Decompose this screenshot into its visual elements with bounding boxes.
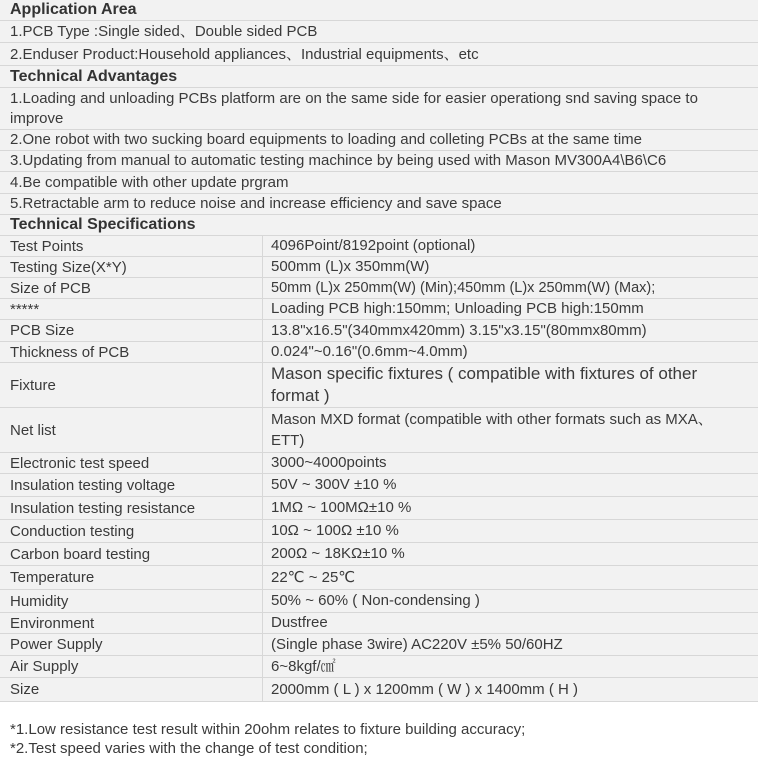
spec-row: Size of PCB 50mm (L)x 250mm(W) (Min);450mm (L)x 250mm(W) (Max); (0, 278, 758, 299)
list-item: 2.Enduser Product:Household appliances、Industrial equipments、etc (0, 43, 758, 66)
list-item: 1.PCB Type :Single sided、Double sided PCB (0, 21, 758, 43)
spec-row: Net list Mason MXD format (compatible with other formats such as MXA、ETT) (0, 408, 758, 453)
application-area-heading: Application Area (0, 0, 758, 21)
technical-advantages-heading: Technical Advantages (0, 66, 758, 88)
spec-row: Temperature 22℃ ~ 25℃ (0, 566, 758, 590)
spec-row: Electronic test speed 3000~4000points (0, 453, 758, 474)
list-item: 5.Retractable arm to reduce noise and increase efficiency and save space (0, 194, 758, 215)
spec-row: Testing Size(X*Y) 500mm (L)x 350mm(W) (0, 257, 758, 278)
spec-row: Air Supply 6~8kgf/㎠ (0, 656, 758, 678)
list-item: 3.Updating from manual to automatic testing machince by being used with Mason MV300A4\B6\C6 (0, 151, 758, 172)
list-item: 4.Be compatible with other update prgram (0, 172, 758, 194)
spec-row: Insulation testing voltage 50V ~ 300V ±10 % (0, 474, 758, 497)
spec-row: Humidity 50% ~ 60% ( Non-condensing ) (0, 590, 758, 613)
technical-specifications-heading: Technical Specifications (0, 215, 758, 236)
list-item: 1.Loading and unloading PCBs platform are on the same side for easier operationg snd saving space to improve (0, 88, 758, 130)
list-item: 2.One robot with two sucking board equipments to loading and colleting PCBs at the same time (0, 130, 758, 151)
footnote: *2.Test speed varies with the change of test condition; (10, 740, 368, 757)
footnote: *1.Low resistance test result within 20ohm relates to fixture building accuracy; (10, 721, 526, 738)
spec-row: Power Supply (Single phase 3wire) AC220V ±5% 50/60HZ (0, 634, 758, 656)
spec-row: Size 2000mm ( L ) x 1200mm ( W ) x 1400mm ( H ) (0, 678, 758, 702)
spec-row: Thickness of PCB 0.024"~0.16"(0.6mm~4.0mm) (0, 342, 758, 363)
spec-row: Test Points 4096Point/8192point (optional) (0, 236, 758, 257)
spec-row: Fixture Mason specific fixtures ( compatible with fixtures of other format ) (0, 363, 758, 408)
spec-row: Insulation testing resistance 1MΩ ~ 100MΩ±10 % (0, 497, 758, 520)
spec-row: Conduction testing 10Ω ~ 100Ω ±10 % (0, 520, 758, 543)
spec-row: PCB Size 13.8"x16.5"(340mmx420mm) 3.15"x3.15"(80mmx80mm) (0, 320, 758, 342)
spec-row: Environment Dustfree (0, 613, 758, 634)
spec-row: Carbon board testing 200Ω ~ 18KΩ±10 % (0, 543, 758, 566)
spec-row: ***** Loading PCB high:150mm; Unloading PCB high:150mm (0, 299, 758, 320)
